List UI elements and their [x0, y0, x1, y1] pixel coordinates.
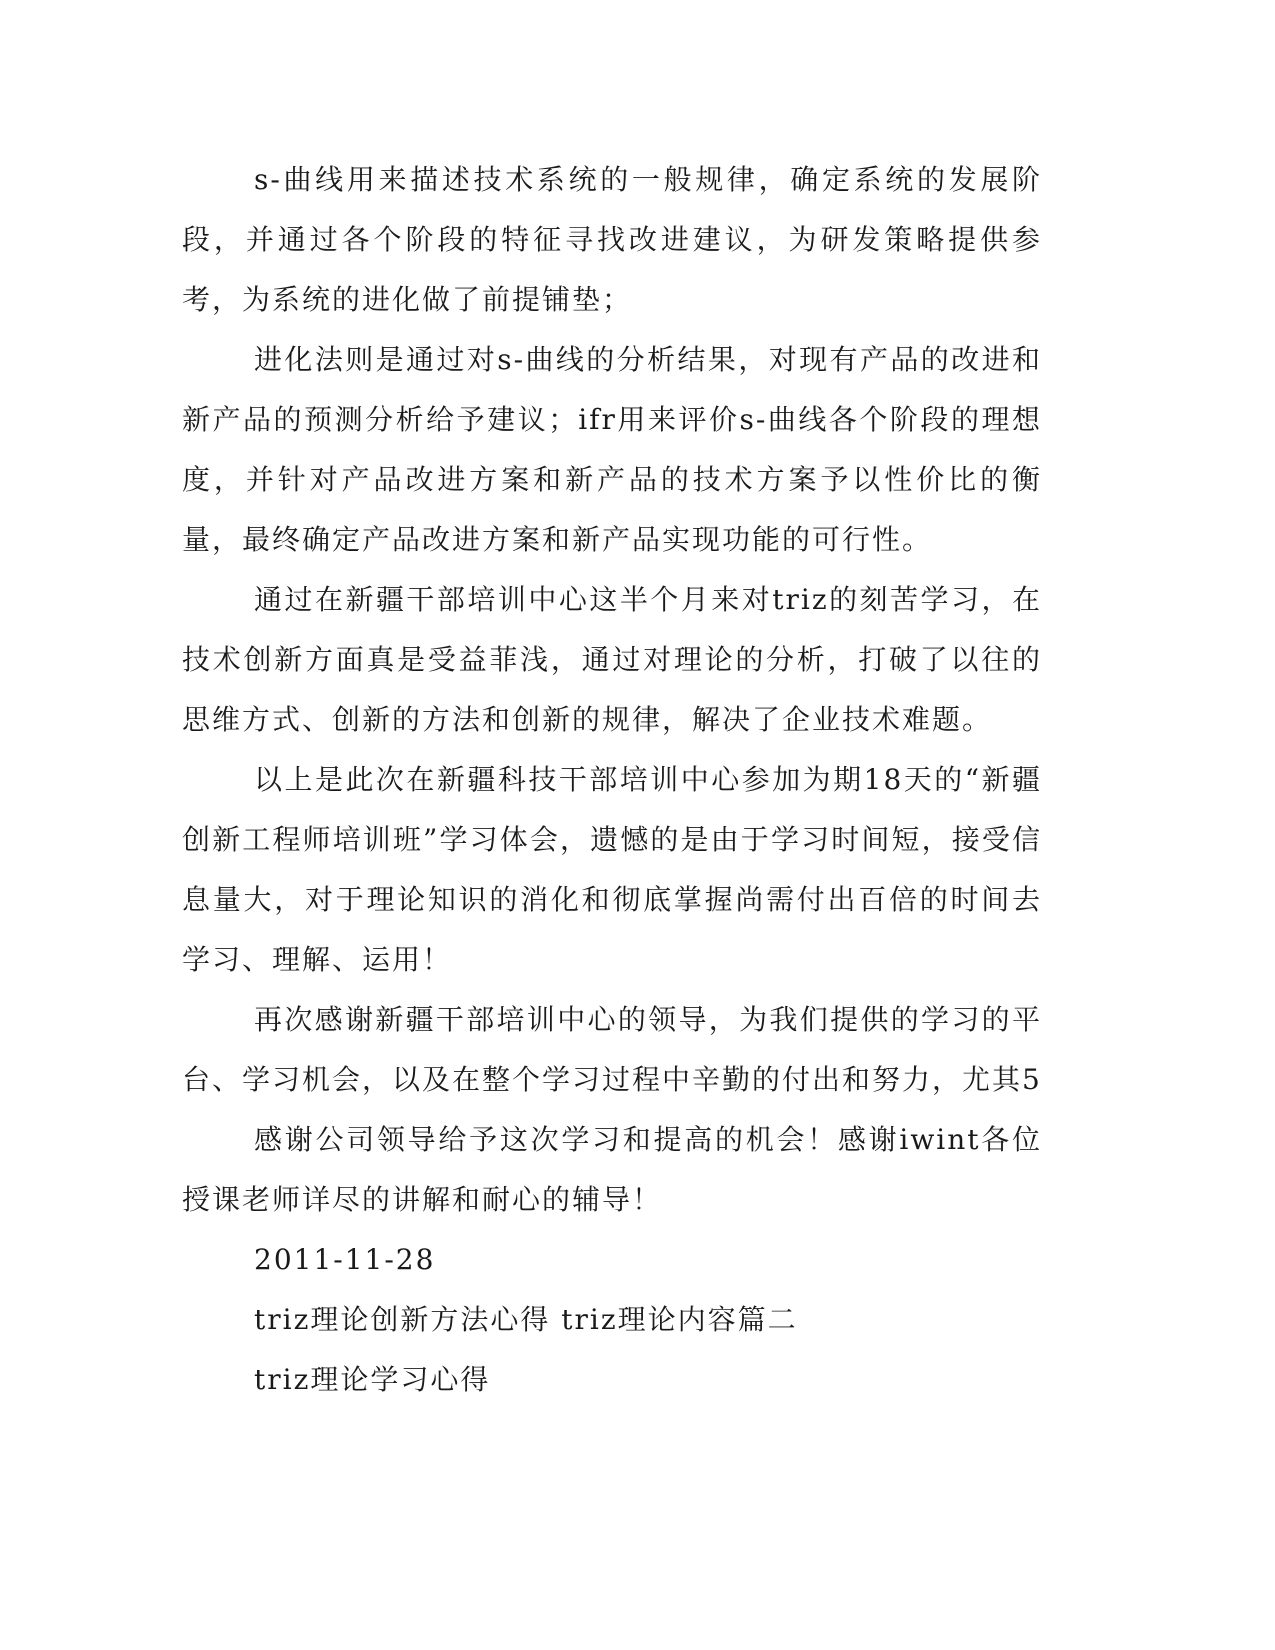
paragraph-summary: 以上是此次在新疆科技干部培训中心参加为期18天的“新疆创新工程师培训班”学习体会，遗憾的是由于学习时间短，接受信息量大，对于理论知识的消化和彻底掌握尚需付出百倍的时间去学习、理解、运用！ — [182, 763, 1042, 976]
document-body — [182, 150, 1042, 1410]
paragraph-training-study: 通过在新疆干部培训中心这半个月来对triz的刻苦学习，在技术创新方面真是受益菲浅，通过对理论的分析，打破了以往的思维方式、创新的方法和创新的规律，解决了企业技术难题。 — [182, 583, 1042, 736]
paragraph-evolution-laws: 进化法则是通过对s-曲线的分析结果，对现有产品的改进和新产品的预测分析给予建议；ifr用来评价s-曲线各个阶段的理想度，并针对产品改进方案和新产品的技术方案予以性价比的衡量，最终确定产品改进方案和新产品实现功能的可行性。 — [182, 343, 1042, 556]
next-article-subheading: triz理论学习心得 — [254, 1363, 491, 1396]
next-article-heading: triz理论创新方法心得 triz理论内容篇二 — [254, 1303, 798, 1336]
paragraph-thanks-center: 再次感谢新疆干部培训中心的领导，为我们提供的学习的平台、学习机会，以及在整个学习过程中辛勤的付出和努力，尤其5 — [182, 1003, 1042, 1096]
document-date: 2011-11-28 — [254, 1243, 436, 1276]
paragraph-thanks-company: 感谢公司领导给予这次学习和提高的机会！感谢iwint各位授课老师详尽的讲解和耐心的辅导！ — [182, 1123, 1042, 1216]
paragraph-s-curve: s-曲线用来描述技术系统的一般规律，确定系统的发展阶段，并通过各个阶段的特征寻找改进建议，为研发策略提供参考，为系统的进化做了前提铺垫； — [182, 163, 1042, 316]
